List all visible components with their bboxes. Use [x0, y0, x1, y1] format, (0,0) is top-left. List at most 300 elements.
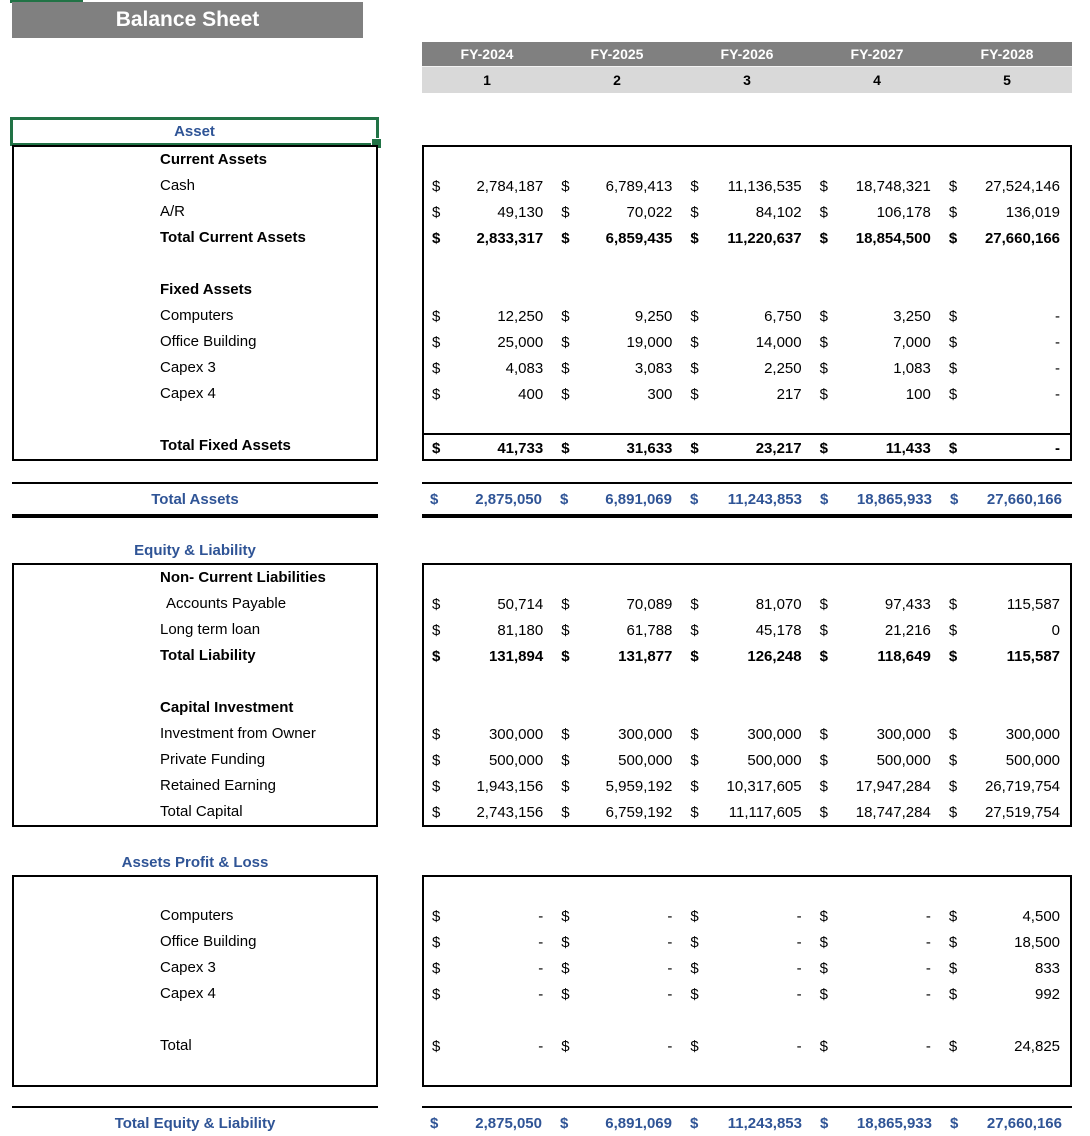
cell-amount: 2,833,317 — [476, 229, 544, 247]
cell-amount: 115,587 — [1006, 595, 1061, 613]
value-row — [424, 251, 1070, 277]
value-cell[interactable] — [941, 1007, 1070, 1033]
value-row — [424, 669, 1070, 695]
value-cell[interactable] — [553, 981, 682, 1007]
value-cell[interactable] — [424, 1059, 553, 1085]
value-cell[interactable] — [553, 799, 682, 825]
value-cell[interactable] — [682, 329, 811, 355]
value-cell[interactable] — [682, 355, 811, 381]
assets-profit-loss-header[interactable]: Assets Profit & Loss — [121, 853, 269, 871]
value-cell[interactable] — [812, 303, 941, 329]
row-label[interactable]: Office Building — [160, 333, 257, 350]
value-cell[interactable] — [941, 565, 1070, 591]
currency-symbol: $ — [690, 490, 699, 508]
value-row — [424, 1007, 1070, 1033]
value-cell[interactable] — [812, 799, 941, 825]
cell-amount: - — [796, 907, 802, 925]
currency-symbol: $ — [948, 385, 958, 403]
value-cell[interactable] — [682, 173, 811, 199]
value-cell[interactable] — [941, 721, 1070, 747]
value-cell[interactable] — [682, 721, 811, 747]
currency-symbol: $ — [819, 933, 828, 951]
value-cell[interactable] — [424, 799, 553, 825]
value-cell[interactable] — [424, 903, 553, 929]
total-equity-liability-label: Total Equity & Liability — [114, 1114, 276, 1132]
value-cell[interactable] — [553, 277, 682, 303]
value-cell[interactable] — [941, 1033, 1070, 1059]
currency-symbol: $ — [690, 1114, 699, 1132]
value-cell[interactable] — [812, 225, 941, 251]
total-equity-liability-values-band — [422, 1106, 1072, 1136]
row-label[interactable]: Cash — [160, 177, 196, 194]
row-label[interactable]: Retained Earning — [160, 777, 276, 794]
cell-amount: 26,719,754 — [984, 777, 1061, 795]
value-cell[interactable] — [552, 1115, 682, 1132]
currency-symbol: $ — [690, 203, 699, 221]
value-cell[interactable] — [941, 199, 1070, 225]
value-cell[interactable] — [682, 929, 811, 955]
value-cell[interactable] — [812, 981, 941, 1007]
period-number-cell[interactable]: 5 — [1003, 72, 1011, 88]
value-cell[interactable] — [812, 381, 941, 407]
cell-amount: - — [1055, 439, 1061, 457]
value-cell[interactable] — [424, 643, 553, 669]
row-label[interactable]: Private Funding — [160, 751, 266, 768]
cell-amount: 14,000 — [755, 333, 802, 351]
row-label[interactable]: Accounts Payable — [166, 595, 287, 612]
row-label[interactable]: Total Liability — [160, 647, 256, 664]
currency-symbol: $ — [948, 307, 958, 325]
row-label[interactable]: Total Capital — [160, 803, 243, 820]
value-cell[interactable] — [682, 591, 811, 617]
value-cell[interactable] — [682, 643, 811, 669]
value-cell[interactable] — [424, 147, 553, 173]
value-cell[interactable] — [941, 903, 1070, 929]
value-row — [424, 643, 1070, 669]
row-label[interactable]: A/R — [160, 203, 186, 220]
currency-symbol: $ — [948, 985, 958, 1003]
value-cell[interactable] — [424, 199, 553, 225]
value-cell[interactable] — [941, 877, 1070, 903]
row-label[interactable]: Computers — [160, 907, 234, 924]
value-row — [424, 955, 1070, 981]
cell-amount: 3,250 — [893, 307, 931, 325]
value-cell[interactable] — [682, 565, 811, 591]
value-cell[interactable] — [812, 617, 941, 643]
value-cell[interactable] — [941, 381, 1070, 407]
cell-amount: - — [925, 933, 931, 951]
currency-symbol: $ — [948, 803, 958, 821]
cell-amount: - — [667, 1037, 673, 1055]
cell-amount: 4,083 — [505, 359, 544, 377]
value-cell[interactable] — [812, 199, 941, 225]
value-cell[interactable] — [553, 669, 682, 695]
row-label[interactable]: Capital Investment — [160, 699, 294, 716]
value-cell[interactable] — [682, 877, 811, 903]
period-number-cell[interactable]: 1 — [483, 72, 491, 88]
currency-symbol: $ — [561, 777, 570, 795]
value-cell[interactable] — [812, 877, 941, 903]
row-label-blank[interactable] — [14, 1007, 376, 1033]
value-cell[interactable] — [941, 147, 1070, 173]
value-cell[interactable] — [552, 491, 682, 508]
row-label[interactable]: Non- Current Liabilities — [160, 569, 326, 586]
currency-symbol: $ — [430, 490, 439, 508]
currency-symbol: $ — [432, 177, 441, 195]
currency-symbol: $ — [690, 985, 699, 1003]
value-cell[interactable] — [941, 225, 1070, 251]
currency-symbol: $ — [561, 933, 570, 951]
value-cell[interactable] — [553, 303, 682, 329]
value-row — [424, 877, 1070, 903]
cell-amount: 11,220,637 — [727, 229, 802, 247]
currency-symbol: $ — [432, 307, 441, 325]
value-cell[interactable] — [812, 773, 941, 799]
value-cell[interactable] — [553, 147, 682, 173]
cell-amount: 500,000 — [1005, 751, 1061, 769]
cell-amount: 500,000 — [618, 751, 673, 769]
value-cell[interactable] — [941, 643, 1070, 669]
value-cell[interactable] — [424, 1007, 553, 1033]
currency-symbol: $ — [561, 959, 570, 977]
cell-amount: 11,243,853 — [727, 490, 802, 508]
value-cell[interactable] — [553, 695, 682, 721]
value-cell[interactable] — [682, 491, 812, 508]
value-cell[interactable] — [424, 695, 553, 721]
cell-amount: - — [925, 907, 931, 925]
value-cell[interactable] — [812, 407, 941, 433]
total-assets-label: Total Assets — [151, 490, 239, 508]
row-label[interactable]: Current Assets — [160, 151, 267, 168]
value-row — [424, 381, 1070, 407]
value-cell[interactable] — [682, 435, 811, 461]
value-cell[interactable] — [553, 565, 682, 591]
value-cell[interactable] — [812, 903, 941, 929]
value-cell[interactable] — [682, 695, 811, 721]
value-cell[interactable] — [812, 173, 941, 199]
value-cell[interactable] — [682, 277, 811, 303]
row-label[interactable]: Total Fixed Assets — [160, 437, 291, 454]
value-cell[interactable] — [682, 381, 811, 407]
value-cell[interactable] — [553, 1033, 682, 1059]
value-cell[interactable] — [424, 955, 553, 981]
value-cell[interactable] — [553, 173, 682, 199]
equity-liability-header[interactable]: Equity & Liability — [134, 541, 256, 559]
value-cell[interactable] — [424, 1033, 553, 1059]
cell-amount: 7,000 — [893, 333, 931, 351]
value-cell[interactable] — [941, 173, 1070, 199]
currency-symbol: $ — [948, 595, 958, 613]
row-label[interactable]: Computers — [160, 307, 234, 324]
value-cell[interactable] — [812, 1059, 941, 1085]
value-cell[interactable] — [812, 277, 941, 303]
value-cell[interactable] — [553, 877, 682, 903]
total-assets-label-band[interactable] — [12, 482, 378, 518]
value-cell[interactable] — [941, 407, 1070, 433]
cell-amount: 992 — [1034, 985, 1061, 1003]
row-label[interactable]: Capex 3 — [160, 959, 216, 976]
value-cell[interactable] — [682, 747, 811, 773]
value-row — [424, 721, 1070, 747]
value-cell[interactable] — [812, 435, 941, 461]
value-cell[interactable] — [941, 435, 1070, 461]
profit-loss-values-box — [422, 875, 1072, 1087]
value-cell[interactable] — [422, 491, 552, 508]
value-cell[interactable] — [942, 491, 1072, 508]
row-label[interactable]: Capex 3 — [160, 359, 216, 376]
cell-amount: 2,875,050 — [475, 490, 542, 508]
value-cell[interactable] — [424, 329, 553, 355]
cell-amount: 6,891,069 — [605, 1114, 672, 1132]
currency-symbol: $ — [820, 490, 829, 508]
row-label-blank[interactable] — [14, 877, 376, 903]
value-cell[interactable] — [553, 955, 682, 981]
value-cell[interactable] — [812, 955, 941, 981]
year-header-cell[interactable]: FY-2028 — [980, 46, 1034, 62]
cell-amount: 6,859,435 — [605, 229, 673, 247]
value-cell[interactable] — [424, 303, 553, 329]
currency-symbol: $ — [561, 725, 570, 743]
value-cell[interactable] — [812, 643, 941, 669]
value-cell[interactable] — [553, 929, 682, 955]
value-cell[interactable] — [812, 251, 941, 277]
value-cell[interactable] — [941, 303, 1070, 329]
value-cell[interactable] — [424, 173, 553, 199]
selected-cell-asset[interactable] — [10, 117, 379, 146]
cell-amount: - — [667, 907, 673, 925]
value-cell[interactable] — [553, 251, 682, 277]
value-cell[interactable] — [553, 747, 682, 773]
cell-amount: - — [796, 959, 802, 977]
cell-amount: 50,714 — [497, 595, 544, 613]
currency-symbol: $ — [561, 803, 570, 821]
value-cell[interactable] — [553, 721, 682, 747]
value-cell[interactable] — [553, 773, 682, 799]
value-cell[interactable] — [941, 799, 1070, 825]
value-cell[interactable] — [941, 669, 1070, 695]
value-cell[interactable] — [424, 565, 553, 591]
currency-symbol: $ — [432, 385, 441, 403]
value-cell[interactable] — [424, 591, 553, 617]
value-cell[interactable] — [812, 1007, 941, 1033]
currency-symbol: $ — [948, 777, 958, 795]
row-label[interactable]: Fixed Assets — [160, 281, 252, 298]
value-cell[interactable] — [682, 773, 811, 799]
cell-amount: 100 — [905, 385, 931, 403]
value-cell[interactable] — [424, 929, 553, 955]
value-cell[interactable] — [553, 1059, 682, 1085]
equity-labels-box — [12, 563, 378, 827]
currency-symbol: $ — [948, 933, 958, 951]
total-equity-liability-label-band[interactable] — [12, 1106, 378, 1136]
value-cell[interactable] — [553, 1007, 682, 1033]
currency-symbol: $ — [819, 203, 828, 221]
value-cell[interactable] — [553, 643, 682, 669]
value-cell[interactable] — [812, 591, 941, 617]
cell-amount: 6,789,413 — [605, 177, 673, 195]
value-row — [424, 1059, 1070, 1085]
value-cell[interactable] — [682, 303, 811, 329]
value-cell[interactable] — [941, 695, 1070, 721]
value-cell[interactable] — [553, 591, 682, 617]
cell-amount: 27,660,166 — [984, 229, 1061, 247]
value-cell[interactable] — [941, 747, 1070, 773]
currency-symbol: $ — [948, 907, 958, 925]
value-cell[interactable] — [812, 491, 942, 508]
value-cell[interactable] — [682, 617, 811, 643]
value-cell[interactable] — [553, 435, 682, 461]
value-cell[interactable] — [424, 617, 553, 643]
value-cell[interactable] — [941, 617, 1070, 643]
asset-section-header: Asset — [174, 123, 215, 140]
year-header-cell[interactable]: FY-2025 — [590, 46, 644, 62]
cell-amount: 2,250 — [764, 359, 802, 377]
value-cell[interactable] — [553, 225, 682, 251]
value-cell[interactable] — [424, 225, 553, 251]
value-cell[interactable] — [941, 929, 1070, 955]
currency-symbol: $ — [561, 203, 570, 221]
value-cell[interactable] — [941, 251, 1070, 277]
value-row — [424, 617, 1070, 643]
value-cell[interactable] — [424, 981, 553, 1007]
value-cell[interactable] — [682, 251, 811, 277]
value-cell[interactable] — [682, 1115, 812, 1132]
value-cell[interactable] — [424, 251, 553, 277]
value-cell[interactable] — [812, 1115, 942, 1132]
currency-symbol: $ — [690, 959, 699, 977]
currency-symbol: $ — [561, 621, 570, 639]
value-cell[interactable] — [424, 381, 553, 407]
value-cell[interactable] — [812, 929, 941, 955]
value-cell[interactable] — [941, 773, 1070, 799]
value-row — [424, 355, 1070, 381]
value-cell[interactable] — [682, 199, 811, 225]
cell-amount: 217 — [776, 385, 802, 403]
value-cell[interactable] — [553, 355, 682, 381]
value-cell[interactable] — [942, 1115, 1072, 1132]
value-cell[interactable] — [422, 1115, 552, 1132]
currency-symbol: $ — [432, 595, 441, 613]
cell-amount: - — [538, 1037, 544, 1055]
value-cell[interactable] — [682, 981, 811, 1007]
row-label-blank[interactable] — [14, 251, 376, 277]
cell-amount: 11,117,605 — [728, 803, 802, 821]
period-number-cell[interactable]: 2 — [613, 72, 621, 88]
value-cell[interactable] — [682, 955, 811, 981]
value-cell[interactable] — [812, 695, 941, 721]
cell-amount: 833 — [1034, 959, 1061, 977]
value-cell[interactable] — [812, 329, 941, 355]
value-cell[interactable] — [682, 407, 811, 433]
row-label[interactable]: Capex 4 — [160, 985, 216, 1002]
value-cell[interactable] — [553, 407, 682, 433]
currency-symbol: $ — [819, 439, 828, 457]
row-label[interactable]: Total Current Assets — [160, 229, 306, 246]
year-header-cell[interactable]: FY-2027 — [850, 46, 904, 62]
cell-amount: 21,216 — [884, 621, 931, 639]
currency-symbol: $ — [948, 203, 958, 221]
value-cell[interactable] — [424, 355, 553, 381]
cell-amount: - — [796, 1037, 802, 1055]
currency-symbol: $ — [819, 1037, 828, 1055]
value-cell[interactable] — [424, 277, 553, 303]
value-cell[interactable] — [941, 329, 1070, 355]
value-cell[interactable] — [812, 669, 941, 695]
year-header-cell[interactable]: FY-2024 — [460, 46, 514, 62]
value-cell[interactable] — [941, 355, 1070, 381]
value-row — [424, 929, 1070, 955]
row-label[interactable]: Investment from Owner — [160, 725, 316, 742]
cell-amount: - — [667, 985, 673, 1003]
cell-amount: 81,070 — [755, 595, 802, 613]
value-cell[interactable] — [424, 747, 553, 773]
period-number-cell[interactable]: 3 — [743, 72, 751, 88]
value-cell[interactable] — [941, 591, 1070, 617]
value-cell[interactable] — [424, 407, 553, 433]
cell-amount: 61,788 — [626, 621, 673, 639]
value-cell[interactable] — [812, 565, 941, 591]
value-cell[interactable] — [682, 147, 811, 173]
value-cell[interactable] — [812, 355, 941, 381]
currency-symbol: $ — [820, 1114, 829, 1132]
value-cell[interactable] — [424, 877, 553, 903]
cell-amount: 300,000 — [1005, 725, 1061, 743]
value-cell[interactable] — [553, 199, 682, 225]
cell-amount: 1,943,156 — [476, 777, 544, 795]
currency-symbol: $ — [819, 177, 828, 195]
value-cell[interactable] — [424, 721, 553, 747]
value-cell[interactable] — [682, 1059, 811, 1085]
value-cell[interactable] — [941, 955, 1070, 981]
row-label-blank[interactable] — [14, 407, 376, 433]
value-cell[interactable] — [941, 981, 1070, 1007]
value-cell[interactable] — [553, 903, 682, 929]
value-cell[interactable] — [682, 669, 811, 695]
cell-amount: 45,178 — [755, 621, 802, 639]
row-label[interactable]: Total — [160, 1037, 192, 1054]
value-cell[interactable] — [941, 1059, 1070, 1085]
row-label-blank[interactable] — [14, 669, 376, 695]
row-label[interactable]: Long term loan — [160, 621, 261, 638]
value-cell[interactable] — [812, 147, 941, 173]
cell-amount: - — [538, 933, 544, 951]
period-number-cell[interactable]: 4 — [873, 72, 881, 88]
value-cell[interactable] — [812, 721, 941, 747]
year-header-cell[interactable]: FY-2026 — [720, 46, 774, 62]
value-cell[interactable] — [424, 773, 553, 799]
value-cell[interactable] — [553, 329, 682, 355]
row-label-blank[interactable] — [14, 1059, 376, 1085]
row-label[interactable]: Office Building — [160, 933, 257, 950]
value-cell[interactable] — [682, 799, 811, 825]
currency-symbol: $ — [561, 333, 570, 351]
value-cell[interactable] — [424, 435, 553, 461]
value-cell[interactable] — [682, 1033, 811, 1059]
value-cell[interactable] — [553, 617, 682, 643]
cell-amount: 24,825 — [1014, 1037, 1061, 1055]
row-label[interactable]: Capex 4 — [160, 385, 216, 402]
value-cell[interactable] — [812, 747, 941, 773]
value-cell[interactable] — [682, 225, 811, 251]
currency-symbol: $ — [432, 1037, 441, 1055]
value-cell[interactable] — [812, 1033, 941, 1059]
value-cell[interactable] — [553, 381, 682, 407]
value-cell[interactable] — [682, 1007, 811, 1033]
currency-symbol: $ — [690, 621, 699, 639]
value-cell[interactable] — [424, 669, 553, 695]
value-cell[interactable] — [941, 277, 1070, 303]
value-cell[interactable] — [682, 903, 811, 929]
